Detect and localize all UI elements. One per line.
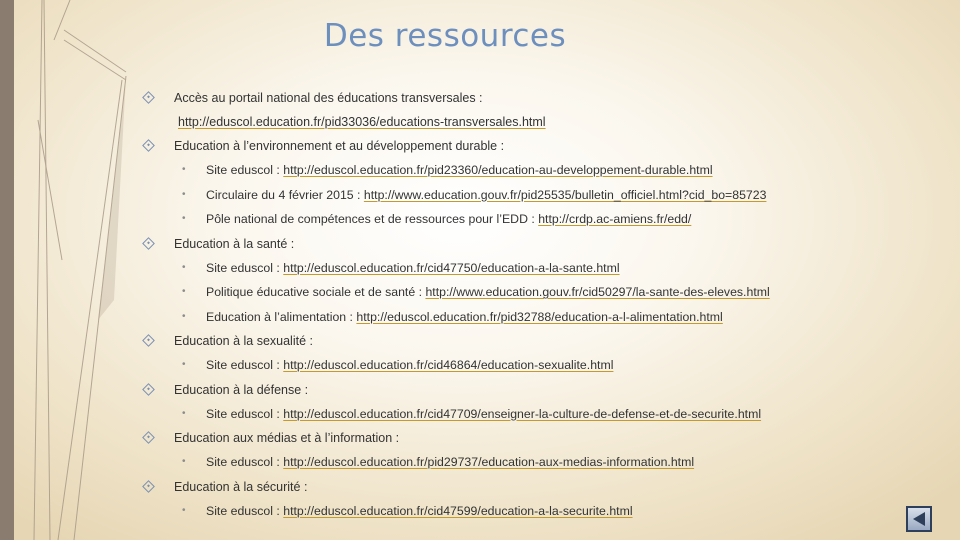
diamond-bullet-icon <box>142 237 155 250</box>
list-item <box>143 280 933 305</box>
bullet-icon: • <box>182 456 186 467</box>
topic-section <box>143 475 933 524</box>
resource-link[interactable]: http://www.education.gouv.fr/cid50297/la-sante-des-eleves.html <box>425 285 770 299</box>
previous-slide-button[interactable] <box>906 506 932 532</box>
resource-link[interactable]: http://eduscol.education.fr/pid29737/education-aux-medias-information.html <box>283 455 695 469</box>
list-item <box>143 207 933 232</box>
bullet-icon: • <box>182 164 186 175</box>
topic-link[interactable]: http://eduscol.education.fr/pid33036/educations-transversales.html <box>178 115 546 129</box>
list-item <box>143 402 933 427</box>
item-text: Site eduscol : <box>206 503 284 518</box>
topic-heading <box>143 475 933 499</box>
topic-section <box>143 378 933 427</box>
item-text: Education à l’alimentation : <box>206 309 357 324</box>
resource-link[interactable]: http://eduscol.education.fr/cid47750/education-a-la-sante.html <box>283 260 620 275</box>
topic-label: Education à l’environnement et au développement durable : <box>174 139 505 153</box>
diamond-bullet-icon <box>142 383 155 396</box>
bullet-icon: • <box>182 286 186 297</box>
bullet-icon: • <box>182 504 186 516</box>
diamond-bullet-icon <box>142 139 155 152</box>
list-item <box>143 183 933 208</box>
item-text: Pôle national de compétences et de ressources pour l’EDD : <box>206 212 539 226</box>
topic-section <box>143 426 933 475</box>
bullet-icon: • <box>182 188 186 200</box>
topic-heading <box>143 329 933 353</box>
resource-link[interactable]: http://www.education.gouv.fr/pid25535/bulletin_officiel.html?cid_bo=85723 <box>363 187 767 202</box>
back-arrow-icon <box>911 511 927 527</box>
page-title: Des ressources <box>323 18 567 54</box>
topic-label: Education à la sexualité : <box>174 334 313 348</box>
bullet-icon: • <box>182 310 186 322</box>
diamond-bullet-icon <box>142 431 155 444</box>
decorative-lines <box>14 0 144 540</box>
list-item <box>143 256 933 281</box>
topic-heading <box>143 134 933 158</box>
resource-link[interactable]: http://eduscol.education.fr/pid23360/education-au-developpement-durable.html <box>283 163 713 177</box>
topic-heading <box>143 426 933 450</box>
resource-link[interactable]: http://crdp.ac-amiens.fr/edd/ <box>538 212 692 226</box>
resource-link[interactable]: http://eduscol.education.fr/cid46864/education-sexualite.html <box>283 358 614 372</box>
resource-link[interactable]: http://eduscol.education.fr/cid47599/education-a-la-securite.html <box>283 503 633 518</box>
topic-section <box>143 232 933 330</box>
left-accent-bar <box>0 0 14 540</box>
item-text: Circulaire du 4 février 2015 : <box>206 187 364 202</box>
list-item <box>143 499 933 524</box>
topic-heading <box>143 86 933 110</box>
topic-section <box>143 329 933 378</box>
list-item <box>143 450 933 475</box>
resource-link[interactable]: http://eduscol.education.fr/cid47709/enseigner-la-culture-de-defense-et-de-securite.html <box>283 406 762 421</box>
bullet-icon: • <box>182 359 186 370</box>
item-text: Politique éducative sociale et de santé : <box>206 285 426 299</box>
diamond-bullet-icon <box>142 480 155 493</box>
diamond-bullet-icon <box>142 334 155 347</box>
bullet-icon: • <box>182 407 186 419</box>
topic-section <box>143 134 933 232</box>
list-item <box>143 353 933 378</box>
topic-label: Accès au portail national des éducations transversales : <box>174 91 483 105</box>
topic-heading <box>143 232 933 256</box>
topic-label: Education à la défense : <box>174 382 309 397</box>
bullet-icon: • <box>182 213 186 224</box>
resource-link[interactable]: http://eduscol.education.fr/pid32788/education-a-l-alimentation.html <box>356 309 723 324</box>
diamond-bullet-icon <box>142 91 155 104</box>
topic-label: Education à la santé : <box>174 236 295 251</box>
topic-label: Education à la sécurité : <box>174 479 308 494</box>
item-text: Site eduscol : <box>206 406 284 421</box>
topic-heading <box>143 378 933 402</box>
bullet-icon: • <box>182 261 186 273</box>
resource-list <box>143 86 933 523</box>
item-text: Site eduscol : <box>206 455 284 469</box>
list-item <box>143 305 933 330</box>
topic-label: Education aux médias et à l’information : <box>174 431 400 445</box>
list-item <box>143 158 933 183</box>
item-text: Site eduscol : <box>206 358 284 372</box>
item-text: Site eduscol : <box>206 163 284 177</box>
topic-section <box>143 86 933 134</box>
item-text: Site eduscol : <box>206 260 284 275</box>
